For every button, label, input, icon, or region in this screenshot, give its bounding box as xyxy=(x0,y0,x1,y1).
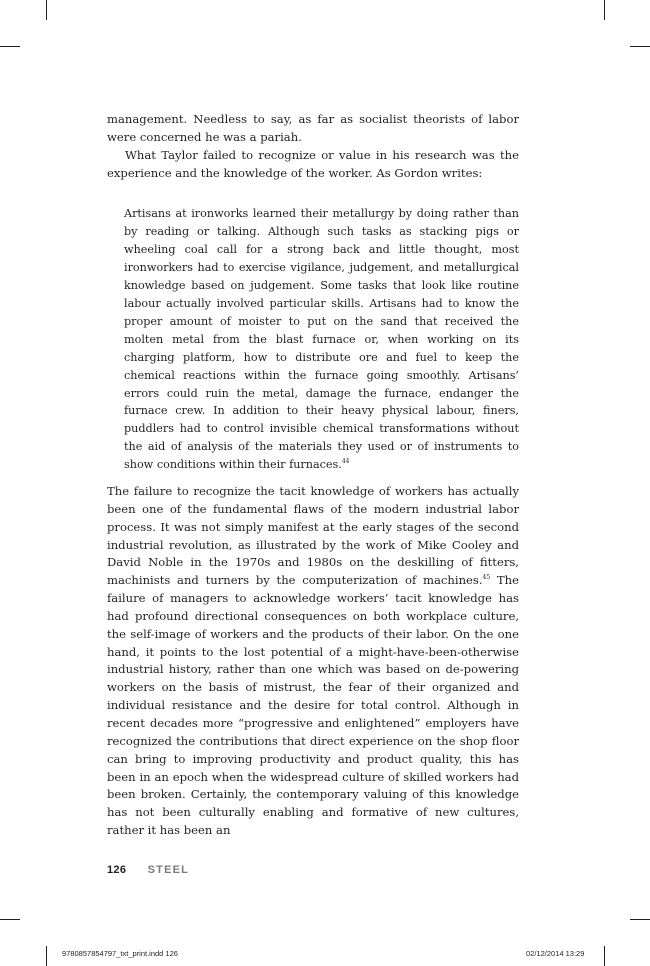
crop-mark-bottom-left xyxy=(46,946,47,966)
opening-text xyxy=(107,111,519,183)
crop-mark-top-left xyxy=(46,0,47,20)
crop-mark-top-left-h xyxy=(0,46,20,47)
crop-mark-bottom-right xyxy=(604,946,605,966)
crop-mark-top-right-h xyxy=(630,46,650,47)
slug-timestamp: 02/12/2014 13:29 xyxy=(526,949,585,958)
running-title: STEEL xyxy=(147,864,190,876)
paragraph-tacit-knowledge-part-b: The failure of managers to acknowledge workers’ tacit knowledge has had profound directional consequences on both workplace culture, the self-image of workers and the products of their labor. On the one hand, it points to the lost potential of a might-have-been-otherwise industrial history, rather than one which was based on de-powering workers on the basis of mistrust, the fear of their organized and individual resistance and the desire for total control. Although in recent decades more “progressive and enlightened” employers have recognized the contributions that direct experience on the shop floor can bring to improving productivity and product quality, this has been in an epoch when the widespread culture of skilled workers had been broken. Certainly, the contemporary valuing of this knowledge has not been culturally enabling and formative of new cultures, rather it has been an xyxy=(107,573,519,838)
block-quote-text: Artisans at ironworks learned their metallurgy by doing rather than by reading or talking. Although such tasks as stacking pigs or wheeling coal call for a strong back and little thought, most ironworkers had to exercise vigilance, judgement, and metallurgical knowledge based on judgement. Some tasks that look like routine labour actually involved particular skills. Artisans had to know the proper amount of moister to put on the sand that received the molten metal from the blast furnace or, when working on its charging platform, how to distribute ore and fuel to keep the chemical reactions within the furnace going smoothly. Artisans’ errors could ruin the metal, damage the furnace, endanger the furnace crew. In addition to their heavy physical labour, finers, puddlers had to control invisible chemical transformations without the aid of analysis of the materials they used or of instruments to show conditions within their furnaces. xyxy=(124,207,519,472)
footnote-ref-45[interactable]: 45 xyxy=(482,574,491,582)
paragraph-continuation: management. Needless to say, as far as socialist theorists of labor were concerned he was a pariah. xyxy=(107,112,519,144)
paragraph-taylor: What Taylor failed to recognize or value in his research was the experience and the knowledge of the worker. As Gordon writes: xyxy=(107,147,519,180)
block-quote xyxy=(124,205,519,474)
crop-mark-top-right xyxy=(604,0,605,20)
footnote-ref-44[interactable]: 44 xyxy=(341,458,350,466)
crop-mark-bottom-right-h xyxy=(630,919,650,920)
paragraph-tacit-knowledge xyxy=(107,483,519,840)
page-number: 126 xyxy=(107,864,127,876)
running-footer xyxy=(107,864,189,876)
paragraph-tacit-knowledge-part-a: The failure to recognize the tacit knowledge of workers has actually been one of the fundamental flaws of the modern industrial labor process. It was not simply manifest at the early stages of the second industrial revolution, as illustrated by the work of Mike Cooley and David Noble in the 1970s and 1980s on the deskilling of fitters, machinists and turners by the computerization of machines. xyxy=(107,484,519,588)
slug-filename: 9780857854797_txt_print.indd 126 xyxy=(62,949,178,958)
crop-mark-bottom-left-h xyxy=(0,919,20,920)
